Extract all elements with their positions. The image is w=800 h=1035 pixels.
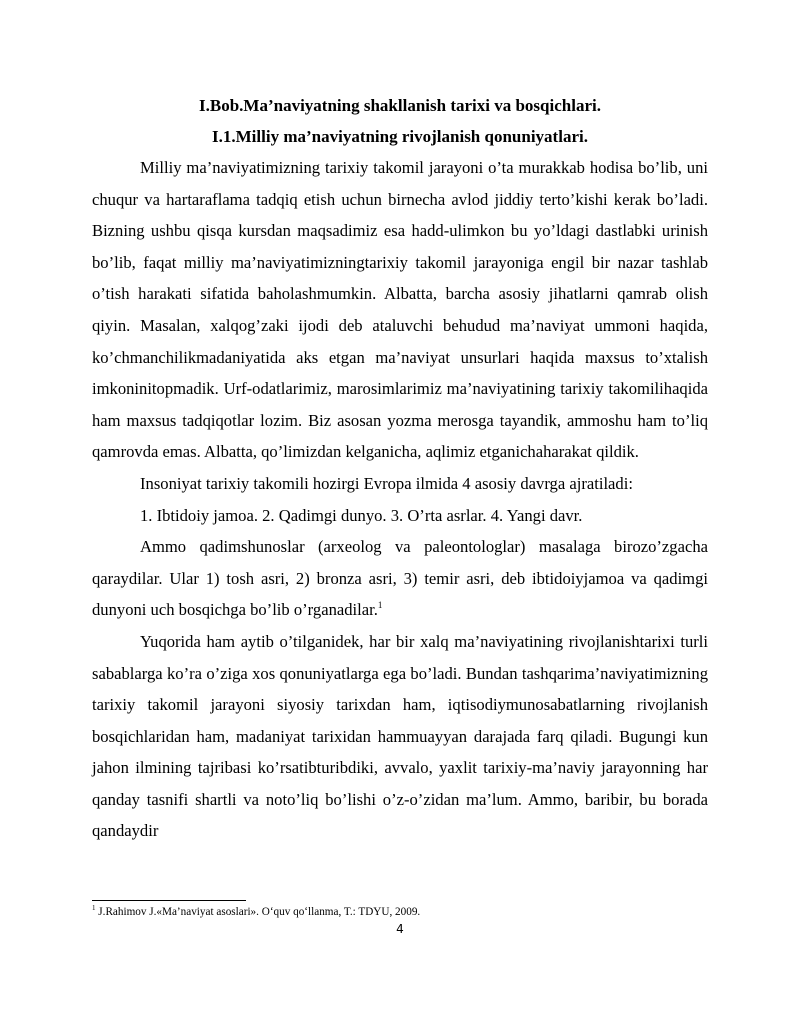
page-number: 4 xyxy=(396,922,404,936)
paragraph-1: Milliy ma’naviyatimizning tarixiy takomil jarayoni o’ta murakkab hodisa bo’lib, uni chuqur va hartaraflama tadqiq etish uchun birnecha avlod jiddiy terto’kishi kerak bo’ladi. Bizning ushbu qisqa kursdan maqsadimiz esa hadd-ulimkon bu yo’ldagi dastlabki urinish bo’lib, faqat milliy ma’naviyatimizningtarixiy takomil jarayoniga engil bir nazar tashlab o’tish harakati sifatida baholashmumkin. Albatta, barcha asosiy jihatlarni qamrab olish qiyin. Masalan, xalqog’zaki ijodi deb ataluvchi behudud ma’naviyat ummoni haqida, ko’chmanchilikmadaniyatida aks etgan ma’naviyat unsurlari haqida maxsus to’xtalish imkoninitopmadik. Urf-odatlarimiz, marosimlarimiz ma’naviyatining tarixiy takomilihaqida ham maxsus tadqiqotlar lozim. Biz asosan yozma merosga tayandik, ammoshu ham to’liq qamrovda emas. Albatta, qo’limizdan kelganicha, aqlimiz etganichaharakat qildik. xyxy=(92,158,708,462)
paragraph-5: Yuqorida ham aytib o’tilganidek, har bir xalq ma’naviyatining rivojlanishtarixi turli sabablarga ko’ra o’ziga xos qonuniyatlarga ega bo’ladi. Bundan tashqarima’naviyatimizning tarixiy takomil jarayoni siyosiy tarixdan ham, iqtisodiymunosabatlarning rivojlanish bosqichlaridan ham, madaniyat tarixidan hammuayyan darajada farq qiladi. Bugungi kun jahon ilmining tajribasi ko’rsatibturibdiki, avvalo, yaxlit tarixiy-ma’naviy jarayonning har qanday tasnifi shartli va noto’liq bo’lishi o’z-o’zidan ma’lum. Ammo, baribir, bu borada qandaydir xyxy=(92,631,708,841)
document-body xyxy=(92,90,708,847)
footnote-divider xyxy=(92,900,246,901)
footnote-text: J.Rahimov J.«Ma’naviyat asoslari». O‘quv qo‘llanma, T.: TDYU, 2009. xyxy=(98,906,421,918)
paragraph-4 xyxy=(92,531,708,626)
paragraph-4-text: Ammo qadimshunoslar (arxeolog va paleontologlar) masalaga birozo’zgacha qaraydilar. Ular 1) tosh asri, 2) bronza asri, 3) temir asri, deb ibtidoiyjamoa va qadimgi dunyoni uch bosqichga bo’lib o’rganadilar. xyxy=(92,537,708,620)
footnote-reference[interactable]: 1 xyxy=(377,600,383,611)
footnote-marker: 1 xyxy=(92,904,96,912)
footnote xyxy=(92,905,708,919)
chapter-title: I.Bob.Ma’naviyatning shakllanish tarixi va bosqichlari. xyxy=(199,96,601,115)
paragraph-2: Insoniyat tarixiy takomili hozirgi Evropa ilmida 4 asosiy davrga ajratiladi: xyxy=(140,473,633,493)
section-title: I.1.Milliy ma’naviyatning rivojlanish qonuniyatlari. xyxy=(212,127,588,146)
paragraph-3: 1. Ibtidoiy jamoa. 2. Qadimgi dunyo. 3. O’rta asrlar. 4. Yangi davr. xyxy=(140,505,583,525)
